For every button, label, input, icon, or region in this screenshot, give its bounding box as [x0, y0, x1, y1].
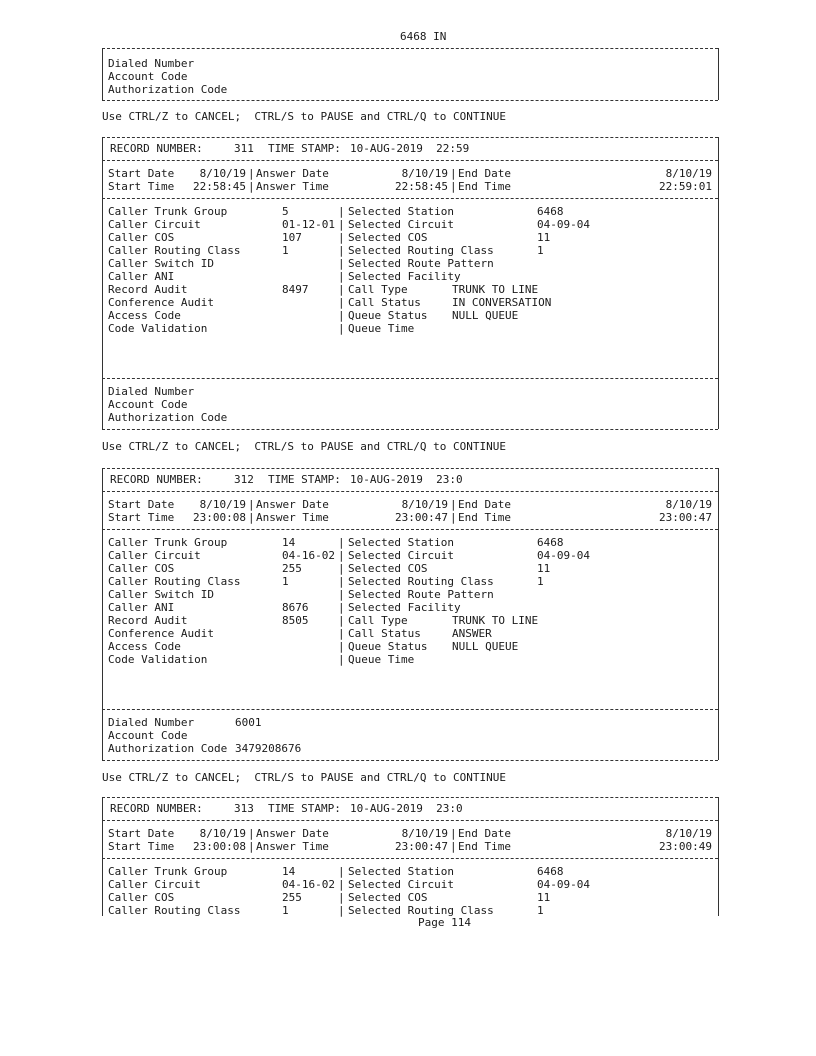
column-separator: |	[338, 231, 345, 244]
field-label: Authorization Code	[108, 83, 228, 96]
selected-field-value: 1	[537, 244, 544, 257]
caller-field-value: 255	[282, 891, 302, 904]
box-border	[718, 797, 719, 916]
column-separator: |	[338, 904, 345, 917]
caller-field-label: Caller COS	[108, 891, 175, 904]
column-separator: |	[338, 322, 345, 335]
record-number: 312	[234, 473, 254, 486]
selected-field-value: 11	[537, 562, 551, 575]
selected-field-label: Queue Time	[348, 653, 415, 666]
caller-field-value: 04-16-02	[282, 549, 335, 562]
dashed-divider	[102, 760, 718, 761]
dashed-divider	[102, 858, 718, 859]
dialed-field-label: Authorization Code	[108, 411, 228, 424]
dialed-field-value: 3479208676	[235, 742, 302, 755]
caller-field-label: Caller Routing Class	[108, 244, 241, 257]
record-number-label: RECORD NUMBER:	[110, 473, 203, 486]
caller-field-value: 14	[282, 536, 296, 549]
caller-field-value: 107	[282, 231, 302, 244]
date-label: Answer Date	[256, 827, 329, 840]
selected-field-value: 04-09-04	[537, 878, 590, 891]
caller-field-label: Conference Audit	[108, 296, 214, 309]
caller-field-label: Caller Trunk Group	[108, 536, 228, 549]
selected-field-value: 04-09-04	[537, 549, 590, 562]
caller-field-value: 1	[282, 575, 289, 588]
column-separator: |	[248, 827, 255, 840]
column-separator: |	[338, 653, 345, 666]
dashed-divider	[102, 468, 718, 469]
dashed-divider	[102, 820, 718, 821]
dialed-field-label: Dialed Number	[108, 385, 195, 398]
dashed-divider	[102, 429, 718, 430]
caller-field-value: 1	[282, 904, 289, 917]
date-label: End Time	[458, 180, 511, 193]
box-border	[718, 468, 719, 760]
date-label: Start Date	[108, 498, 175, 511]
caller-field-label: Caller Circuit	[108, 218, 201, 231]
selected-field-value: 1	[537, 904, 544, 917]
column-separator: |	[248, 840, 255, 853]
dialed-field-label: Account Code	[108, 398, 188, 411]
control-notice: Use CTRL/Z to CANCEL; CTRL/S to PAUSE and CTRL/Q to CONTINUE	[102, 771, 506, 784]
dialed-field-label: Authorization Code	[108, 742, 228, 755]
caller-field-label: Caller Routing Class	[108, 575, 241, 588]
caller-field-label: Caller Switch ID	[108, 257, 214, 270]
caller-field-label: Code Validation	[108, 653, 208, 666]
date-value: 23:00:08	[193, 840, 246, 853]
column-separator: |	[338, 205, 345, 218]
dashed-divider	[102, 491, 718, 492]
caller-field-label: Caller Switch ID	[108, 588, 214, 601]
column-separator: |	[248, 511, 255, 524]
column-separator: |	[450, 498, 457, 511]
selected-field-value: 11	[537, 231, 551, 244]
column-separator: |	[338, 257, 345, 270]
selected-field-label: Selected Routing Class	[348, 575, 494, 588]
column-separator: |	[338, 296, 345, 309]
box-border	[102, 797, 103, 916]
caller-field-label: Access Code	[108, 309, 181, 322]
selected-field-label: Queue Time	[348, 322, 415, 335]
date-value: 23:00:49	[659, 840, 712, 853]
date-value: 8/10/19	[199, 167, 246, 180]
control-notice: Use CTRL/Z to CANCEL; CTRL/S to PAUSE and CTRL/Q to CONTINUE	[102, 440, 506, 453]
caller-field-label: Caller Trunk Group	[108, 865, 228, 878]
caller-field-value: 8497	[282, 283, 309, 296]
record-number: 311	[234, 142, 254, 155]
caller-field-label: Caller COS	[108, 562, 175, 575]
date-label: End Date	[458, 827, 511, 840]
caller-field-value: 04-16-02	[282, 878, 335, 891]
date-label: Start Date	[108, 827, 175, 840]
dashed-divider	[102, 378, 718, 379]
selected-field-value: TRUNK TO LINE	[452, 283, 539, 296]
box-border	[718, 137, 719, 429]
selected-field-value: 04-09-04	[537, 218, 590, 231]
column-separator: |	[338, 283, 345, 296]
selected-field-label: Selected Station	[348, 536, 454, 549]
timestamp-value: 10-AUG-2019 23:0	[350, 473, 463, 486]
caller-field-label: Caller Trunk Group	[108, 205, 228, 218]
column-separator: |	[338, 549, 345, 562]
selected-field-label: Queue Status	[348, 640, 428, 653]
column-separator: |	[248, 167, 255, 180]
date-value: 8/10/19	[401, 827, 448, 840]
dashed-divider	[102, 198, 718, 199]
date-value: 8/10/19	[199, 498, 246, 511]
date-label: Start Time	[108, 180, 175, 193]
date-label: Answer Date	[256, 167, 329, 180]
caller-field-value: 5	[282, 205, 289, 218]
column-separator: |	[450, 167, 457, 180]
selected-field-label: Selected Circuit	[348, 549, 454, 562]
dialed-field-label: Dialed Number	[108, 716, 195, 729]
date-value: 8/10/19	[665, 827, 712, 840]
selected-field-value: 1	[537, 575, 544, 588]
column-separator: |	[338, 865, 345, 878]
column-separator: |	[338, 270, 345, 283]
field-label: Dialed Number	[108, 57, 195, 70]
date-label: Answer Time	[256, 840, 329, 853]
timestamp-label: TIME STAMP:	[268, 142, 341, 155]
date-value: 8/10/19	[401, 167, 448, 180]
date-value: 23:00:08	[193, 511, 246, 524]
caller-field-label: Caller Circuit	[108, 549, 201, 562]
column-separator: |	[338, 891, 345, 904]
selected-field-label: Selected Facility	[348, 270, 461, 283]
date-label: End Time	[458, 511, 511, 524]
caller-field-label: Conference Audit	[108, 627, 214, 640]
caller-field-label: Caller Routing Class	[108, 904, 241, 917]
column-separator: |	[450, 180, 457, 193]
date-label: Answer Time	[256, 180, 329, 193]
column-separator: |	[338, 536, 345, 549]
selected-field-label: Selected Routing Class	[348, 904, 494, 917]
caller-field-value: 8676	[282, 601, 309, 614]
date-label: Start Time	[108, 840, 175, 853]
column-separator: |	[338, 588, 345, 601]
selected-field-value: 11	[537, 891, 551, 904]
date-value: 22:58:45	[193, 180, 246, 193]
selected-field-label: Queue Status	[348, 309, 428, 322]
selected-field-label: Selected COS	[348, 891, 428, 904]
column-separator: |	[450, 827, 457, 840]
date-value: 23:00:47	[659, 511, 712, 524]
column-separator: |	[338, 562, 345, 575]
date-value: 23:00:47	[395, 840, 448, 853]
selected-field-value: 6468	[537, 205, 564, 218]
control-notice: Use CTRL/Z to CANCEL; CTRL/S to PAUSE and CTRL/Q to CONTINUE	[102, 110, 506, 123]
box-border	[718, 48, 719, 100]
box-border	[102, 137, 103, 429]
date-label: End Date	[458, 167, 511, 180]
record-number: 313	[234, 802, 254, 815]
selected-field-label: Call Status	[348, 296, 421, 309]
dashed-divider	[102, 160, 718, 161]
field-label: Account Code	[108, 70, 188, 83]
column-separator: |	[338, 640, 345, 653]
caller-field-label: Caller Circuit	[108, 878, 201, 891]
timestamp-value: 10-AUG-2019 22:59	[350, 142, 470, 155]
selected-field-label: Call Type	[348, 614, 408, 627]
dialed-field-label: Account Code	[108, 729, 188, 742]
caller-field-value: 01-12-01	[282, 218, 335, 231]
selected-field-label: Selected Station	[348, 865, 454, 878]
column-separator: |	[338, 614, 345, 627]
selected-field-value: IN CONVERSATION	[452, 296, 552, 309]
caller-field-value: 14	[282, 865, 296, 878]
selected-field-label: Selected COS	[348, 562, 428, 575]
column-separator: |	[338, 575, 345, 588]
selected-field-label: Selected Facility	[348, 601, 461, 614]
dashed-divider	[102, 100, 718, 101]
caller-field-label: Code Validation	[108, 322, 208, 335]
column-separator: |	[338, 878, 345, 891]
column-separator: |	[338, 601, 345, 614]
selected-field-value: 6468	[537, 865, 564, 878]
selected-field-value: 6468	[537, 536, 564, 549]
date-label: End Time	[458, 840, 511, 853]
timestamp-label: TIME STAMP:	[268, 802, 341, 815]
selected-field-value: NULL QUEUE	[452, 640, 519, 653]
timestamp-value: 10-AUG-2019 23:0	[350, 802, 463, 815]
record-number-label: RECORD NUMBER:	[110, 802, 203, 815]
date-value: 22:59:01	[659, 180, 712, 193]
caller-field-label: Caller ANI	[108, 270, 175, 283]
date-label: End Date	[458, 498, 511, 511]
caller-field-label: Caller COS	[108, 231, 175, 244]
date-value: 23:00:47	[395, 511, 448, 524]
date-value: 8/10/19	[199, 827, 246, 840]
selected-field-label: Selected Circuit	[348, 218, 454, 231]
dashed-divider	[102, 797, 718, 798]
column-separator: |	[338, 244, 345, 257]
dialed-field-value: 6001	[235, 716, 262, 729]
page-title: 6468 IN	[400, 30, 447, 43]
box-border	[102, 468, 103, 760]
dashed-divider	[102, 709, 718, 710]
caller-field-value: 255	[282, 562, 302, 575]
date-label: Start Date	[108, 167, 175, 180]
column-separator: |	[450, 511, 457, 524]
selected-field-label: Selected Route Pattern	[348, 257, 494, 270]
date-label: Answer Date	[256, 498, 329, 511]
selected-field-value: TRUNK TO LINE	[452, 614, 539, 627]
date-value: 22:58:45	[395, 180, 448, 193]
dashed-divider	[102, 529, 718, 530]
date-value: 8/10/19	[665, 167, 712, 180]
caller-field-label: Access Code	[108, 640, 181, 653]
selected-field-label: Selected COS	[348, 231, 428, 244]
date-label: Start Time	[108, 511, 175, 524]
caller-field-value: 1	[282, 244, 289, 257]
selected-field-value: NULL QUEUE	[452, 309, 519, 322]
caller-field-value: 8505	[282, 614, 309, 627]
caller-field-label: Caller ANI	[108, 601, 175, 614]
selected-field-label: Call Type	[348, 283, 408, 296]
selected-field-label: Selected Circuit	[348, 878, 454, 891]
selected-field-label: Selected Station	[348, 205, 454, 218]
date-value: 8/10/19	[665, 498, 712, 511]
column-separator: |	[338, 627, 345, 640]
date-value: 8/10/19	[401, 498, 448, 511]
dashed-divider	[102, 137, 718, 138]
selected-field-label: Call Status	[348, 627, 421, 640]
selected-field-label: Selected Routing Class	[348, 244, 494, 257]
caller-field-label: Record Audit	[108, 283, 188, 296]
date-label: Answer Time	[256, 511, 329, 524]
column-separator: |	[248, 498, 255, 511]
column-separator: |	[450, 840, 457, 853]
timestamp-label: TIME STAMP:	[268, 473, 341, 486]
column-separator: |	[248, 180, 255, 193]
page-number: Page 114	[418, 916, 471, 929]
dashed-divider	[102, 48, 718, 49]
column-separator: |	[338, 218, 345, 231]
selected-field-value: ANSWER	[452, 627, 492, 640]
box-border	[102, 48, 103, 100]
caller-field-label: Record Audit	[108, 614, 188, 627]
column-separator: |	[338, 309, 345, 322]
record-number-label: RECORD NUMBER:	[110, 142, 203, 155]
selected-field-label: Selected Route Pattern	[348, 588, 494, 601]
